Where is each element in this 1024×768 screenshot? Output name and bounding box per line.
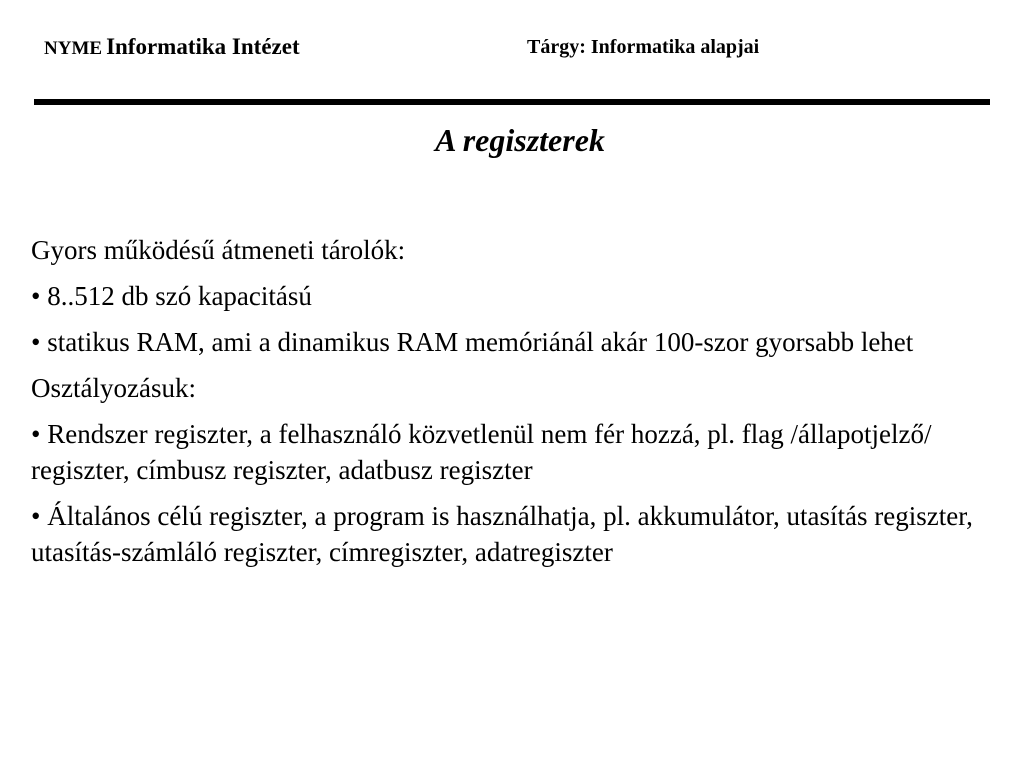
institute-name: Informatika Intézet [106, 34, 300, 59]
slide-title: A regiszterek [435, 122, 605, 158]
bullet-capacity: • 8..512 db szó kapacitású [31, 281, 312, 311]
slide-body [31, 232, 1001, 580]
bullet-general-register: • Általános célú regiszter, a program is használhatja, pl. akkumulátor, utasítás regiszter, utasítás-számláló regiszter, címregiszter, adatregiszter [31, 501, 973, 567]
institute-header [44, 34, 300, 60]
institute-short: NYME [44, 38, 103, 59]
bullet-static-ram: • statikus RAM, ami a dinamikus RAM memóriánál akár 100-szor gyorsabb lehet [31, 327, 914, 357]
bullet-system-register: • Rendszer regiszter, a felhasználó közvetlenül nem fér hozzá, pl. flag /állapotjelző/ regiszter, címbusz regiszter, adatbusz regiszter [31, 419, 932, 485]
intro-line: Gyors működésű átmeneti tárolók: [31, 235, 406, 265]
subject-header: Tárgy: Informatika alapjai [527, 36, 760, 58]
classification-heading: Osztályozásuk: [31, 373, 196, 403]
header-divider [34, 99, 990, 105]
